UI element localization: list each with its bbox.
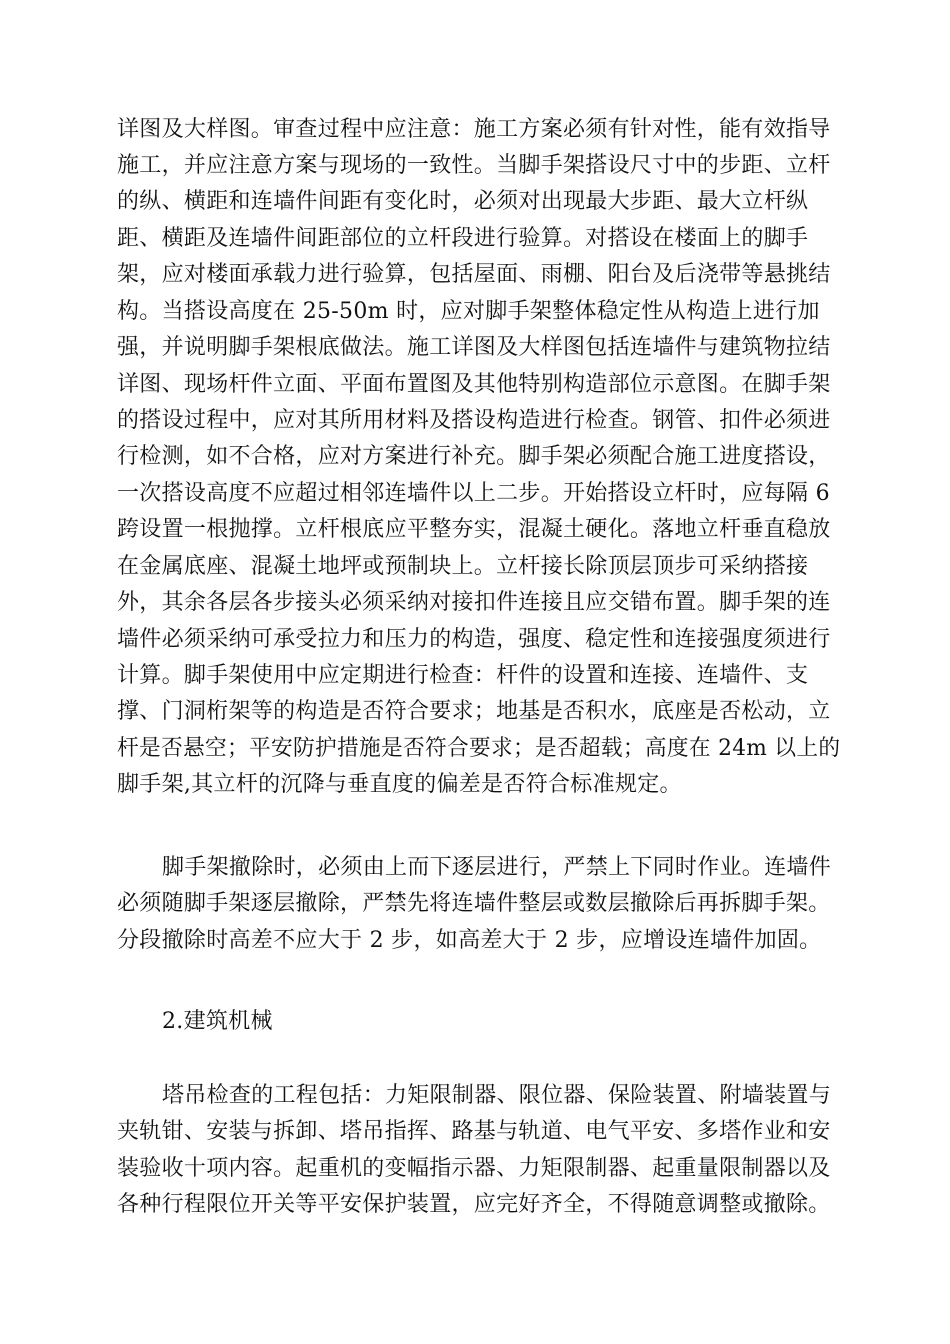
paragraph-1-line-13: 在金属底座、混凝土地坪或预制块上。立杆接长除顶层顶步可采纳搭接 (117, 554, 809, 579)
paragraph-2-line-3: 分段撤除时高差不应大于 2 步，如高差大于 2 步，应增设连墙件加固。 (117, 928, 822, 953)
paragraph-1-line-4: 距、横距及连墙件间距部位的立杆段进行验算。对搭设在楼面上的脚手 (117, 226, 809, 251)
paragraph-1-line-7: 强，并说明脚手架根底做法。施工详图及大样图包括连墙件与建筑物拉结 (117, 335, 831, 360)
paragraph-1-line-10: 行检测，如不合格，应对方案进行补充。脚手架必须配合施工进度搭设， (117, 444, 831, 469)
paragraph-1-line-18: 杆是否悬空；平安防护措施是否符合要求；是否超载；高度在 24m 以上的 (117, 736, 841, 761)
paragraph-1-line-16: 计算。脚手架使用中应定期进行检查：杆件的设置和连接、连墙件、支 (117, 663, 809, 688)
paragraph-1-line-1: 详图及大样图。审查过程中应注意：施工方案必须有针对性，能有效指导 (117, 117, 831, 142)
paragraph-1-line-2: 施工，并应注意方案与现场的一致性。当脚手架搭设尺寸中的步距、立杆 (117, 153, 831, 178)
paragraph-1-line-12: 跨设置一根抛撑。立杆根底应平整夯实，混凝土硬化。落地立杆垂直稳放 (117, 517, 831, 542)
paragraph-3-line-2: 夹轨钳、安装与拆卸、塔吊指挥、路基与轨道、电气平安、多塔作业和安 (117, 1119, 831, 1144)
paragraph-1-line-14: 外，其余各层各步接头必须采纳对接扣件连接且应交错布置。脚手架的连 (117, 590, 831, 615)
paragraph-1-line-6: 构。当搭设高度在 25-50m 时，应对脚手架整体稳定性从构造上进行加 (117, 299, 820, 324)
paragraph-1-line-8: 详图、现场杆件立面、平面布置图及其他特别构造部位示意图。在脚手架 (117, 372, 831, 397)
paragraph-3-line-3: 装验收十项内容。起重机的变幅指示器、力矩限制器、起重量限制器以及 (117, 1156, 831, 1181)
paragraph-1-line-3: 的纵、横距和连墙件间距有变化时，必须对出现最大步距、最大立杆纵 (117, 189, 809, 214)
section-heading: 2.建筑机械 (162, 1009, 273, 1034)
paragraph-2-line-2: 必须随脚手架逐层撤除，严禁先将连墙件整层或数层撤除后再拆脚手架。 (117, 891, 831, 916)
paragraph-3-line-1: 塔吊检查的工程包括：力矩限制器、限位器、保险装置、附墙装置与 (162, 1083, 832, 1108)
paragraph-1-line-9: 的搭设过程中，应对其所用材料及搭设构造进行检查。钢管、扣件必须进 (117, 408, 831, 433)
paragraph-2-line-1: 脚手架撤除时，必须由上而下逐层进行，严禁上下同时作业。连墙件 (162, 855, 832, 880)
paragraph-1-line-11: 一次搭设高度不应超过相邻连墙件以上二步。开始搭设立杆时，应每隔 6 (117, 481, 830, 506)
paragraph-3-line-4: 各种行程限位开关等平安保护装置，应完好齐全，不得随意调整或撤除。 (117, 1192, 831, 1217)
paragraph-1-line-15: 墙件必须采纳可承受拉力和压力的构造，强度、稳定性和连接强度须进行 (117, 627, 831, 652)
paragraph-1-line-17: 撑、门洞桁架等的构造是否符合要求；地基是否积水，底座是否松动，立 (117, 699, 831, 724)
paragraph-1-line-5: 架，应对楼面承载力进行验算，包括屋面、雨棚、阳台及后浇带等悬挑结 (117, 262, 831, 287)
paragraph-1-line-19: 脚手架,其立杆的沉降与垂直度的偏差是否符合标准规定。 (117, 772, 682, 797)
